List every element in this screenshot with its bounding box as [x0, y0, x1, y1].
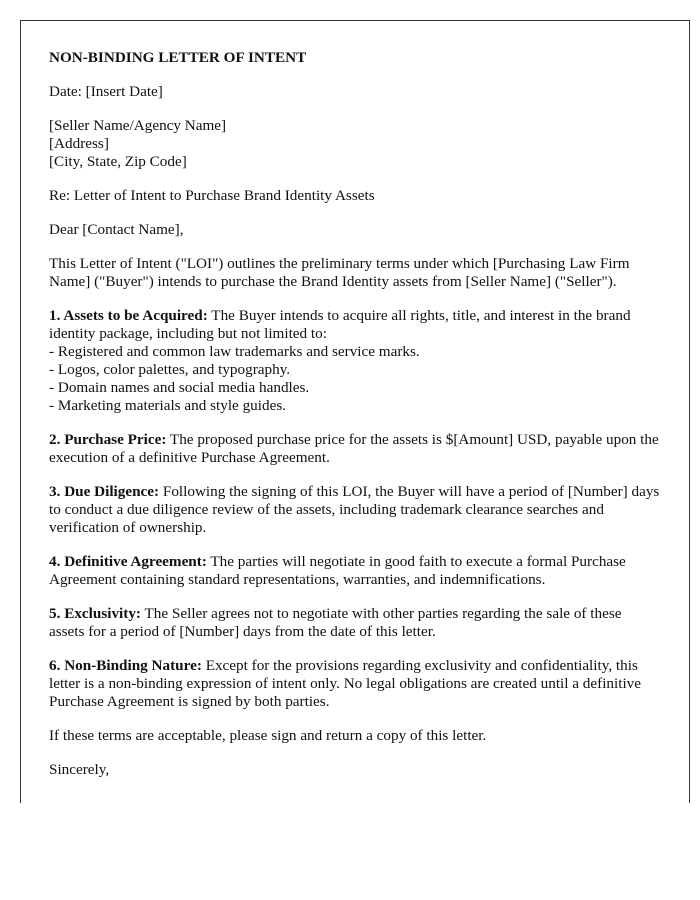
section-heading: 6. Non-Binding Nature:: [49, 657, 202, 674]
section-heading: 2. Purchase Price:: [49, 431, 167, 448]
section-heading: 5. Exclusivity:: [49, 605, 141, 622]
document-title: NON-BINDING LETTER OF INTENT: [49, 49, 307, 66]
section-text: The proposed purchase price for the assets is $[Amount] USD, payable upon the execution of a definitive Purchase Agreement.: [49, 431, 659, 466]
address-line: [City, State, Zip Code]: [49, 153, 187, 170]
section-text: The Seller agrees not to negotiate with other parties regarding the sale of these assets for a period of [Number] days from the date of this letter.: [49, 605, 622, 640]
section-heading: 3. Due Diligence:: [49, 483, 160, 500]
subject-line: Re: Letter of Intent to Purchase Brand Identity Assets: [49, 187, 375, 204]
section-text: Following the signing of this LOI, the Buyer will have a period of [Number] days to conduct a due diligence review of the assets, including trademark clearance searches and verification of ownership.: [49, 483, 660, 536]
closing-note: If these terms are acceptable, please sign and return a copy of this letter.: [49, 727, 487, 744]
list-item: - Logos, color palettes, and typography.: [49, 361, 291, 378]
section-heading: 4. Definitive Agreement:: [49, 553, 207, 570]
list-item: - Domain names and social media handles.: [49, 379, 310, 396]
section-non-binding: [49, 657, 660, 711]
section-purchase-price: [49, 431, 660, 467]
section-heading: 1. Assets to be Acquired:: [49, 307, 208, 324]
section-text: The Buyer intends to acquire all rights, title, and interest in the brand identity package, including but not limited to:: [49, 307, 631, 342]
section-definitive-agreement: [49, 553, 660, 589]
letter-document: [20, 20, 690, 803]
list-item: - Marketing materials and style guides.: [49, 397, 287, 414]
section-assets: [49, 307, 660, 415]
salutation: Dear [Contact Name],: [49, 221, 184, 238]
recipient-address: [49, 117, 660, 171]
date-line: Date: [Insert Date]: [49, 83, 163, 100]
list-item: - Registered and common law trademarks and service marks.: [49, 343, 420, 360]
intro-paragraph: This Letter of Intent ("LOI") outlines the preliminary terms under which [Purchasing Law Firm Name] ("Buyer") intends to purchase the Brand Identity assets from [Seller Name] ("Seller").: [49, 255, 630, 290]
section-text: Except for the provisions regarding exclusivity and confidentiality, this letter is a non-binding expression of intent only. No legal obligations are created until a definitive Purchase Agreement is signed by both parties.: [49, 657, 642, 710]
address-line: [Seller Name/Agency Name]: [49, 117, 227, 134]
section-due-diligence: [49, 483, 660, 537]
section-exclusivity: [49, 605, 660, 641]
section-text: The parties will negotiate in good faith to execute a formal Purchase Agreement containing standard representations, warranties, and indemnifications.: [49, 553, 626, 588]
address-line: [Address]: [49, 135, 109, 152]
closing: Sincerely,: [49, 761, 110, 778]
